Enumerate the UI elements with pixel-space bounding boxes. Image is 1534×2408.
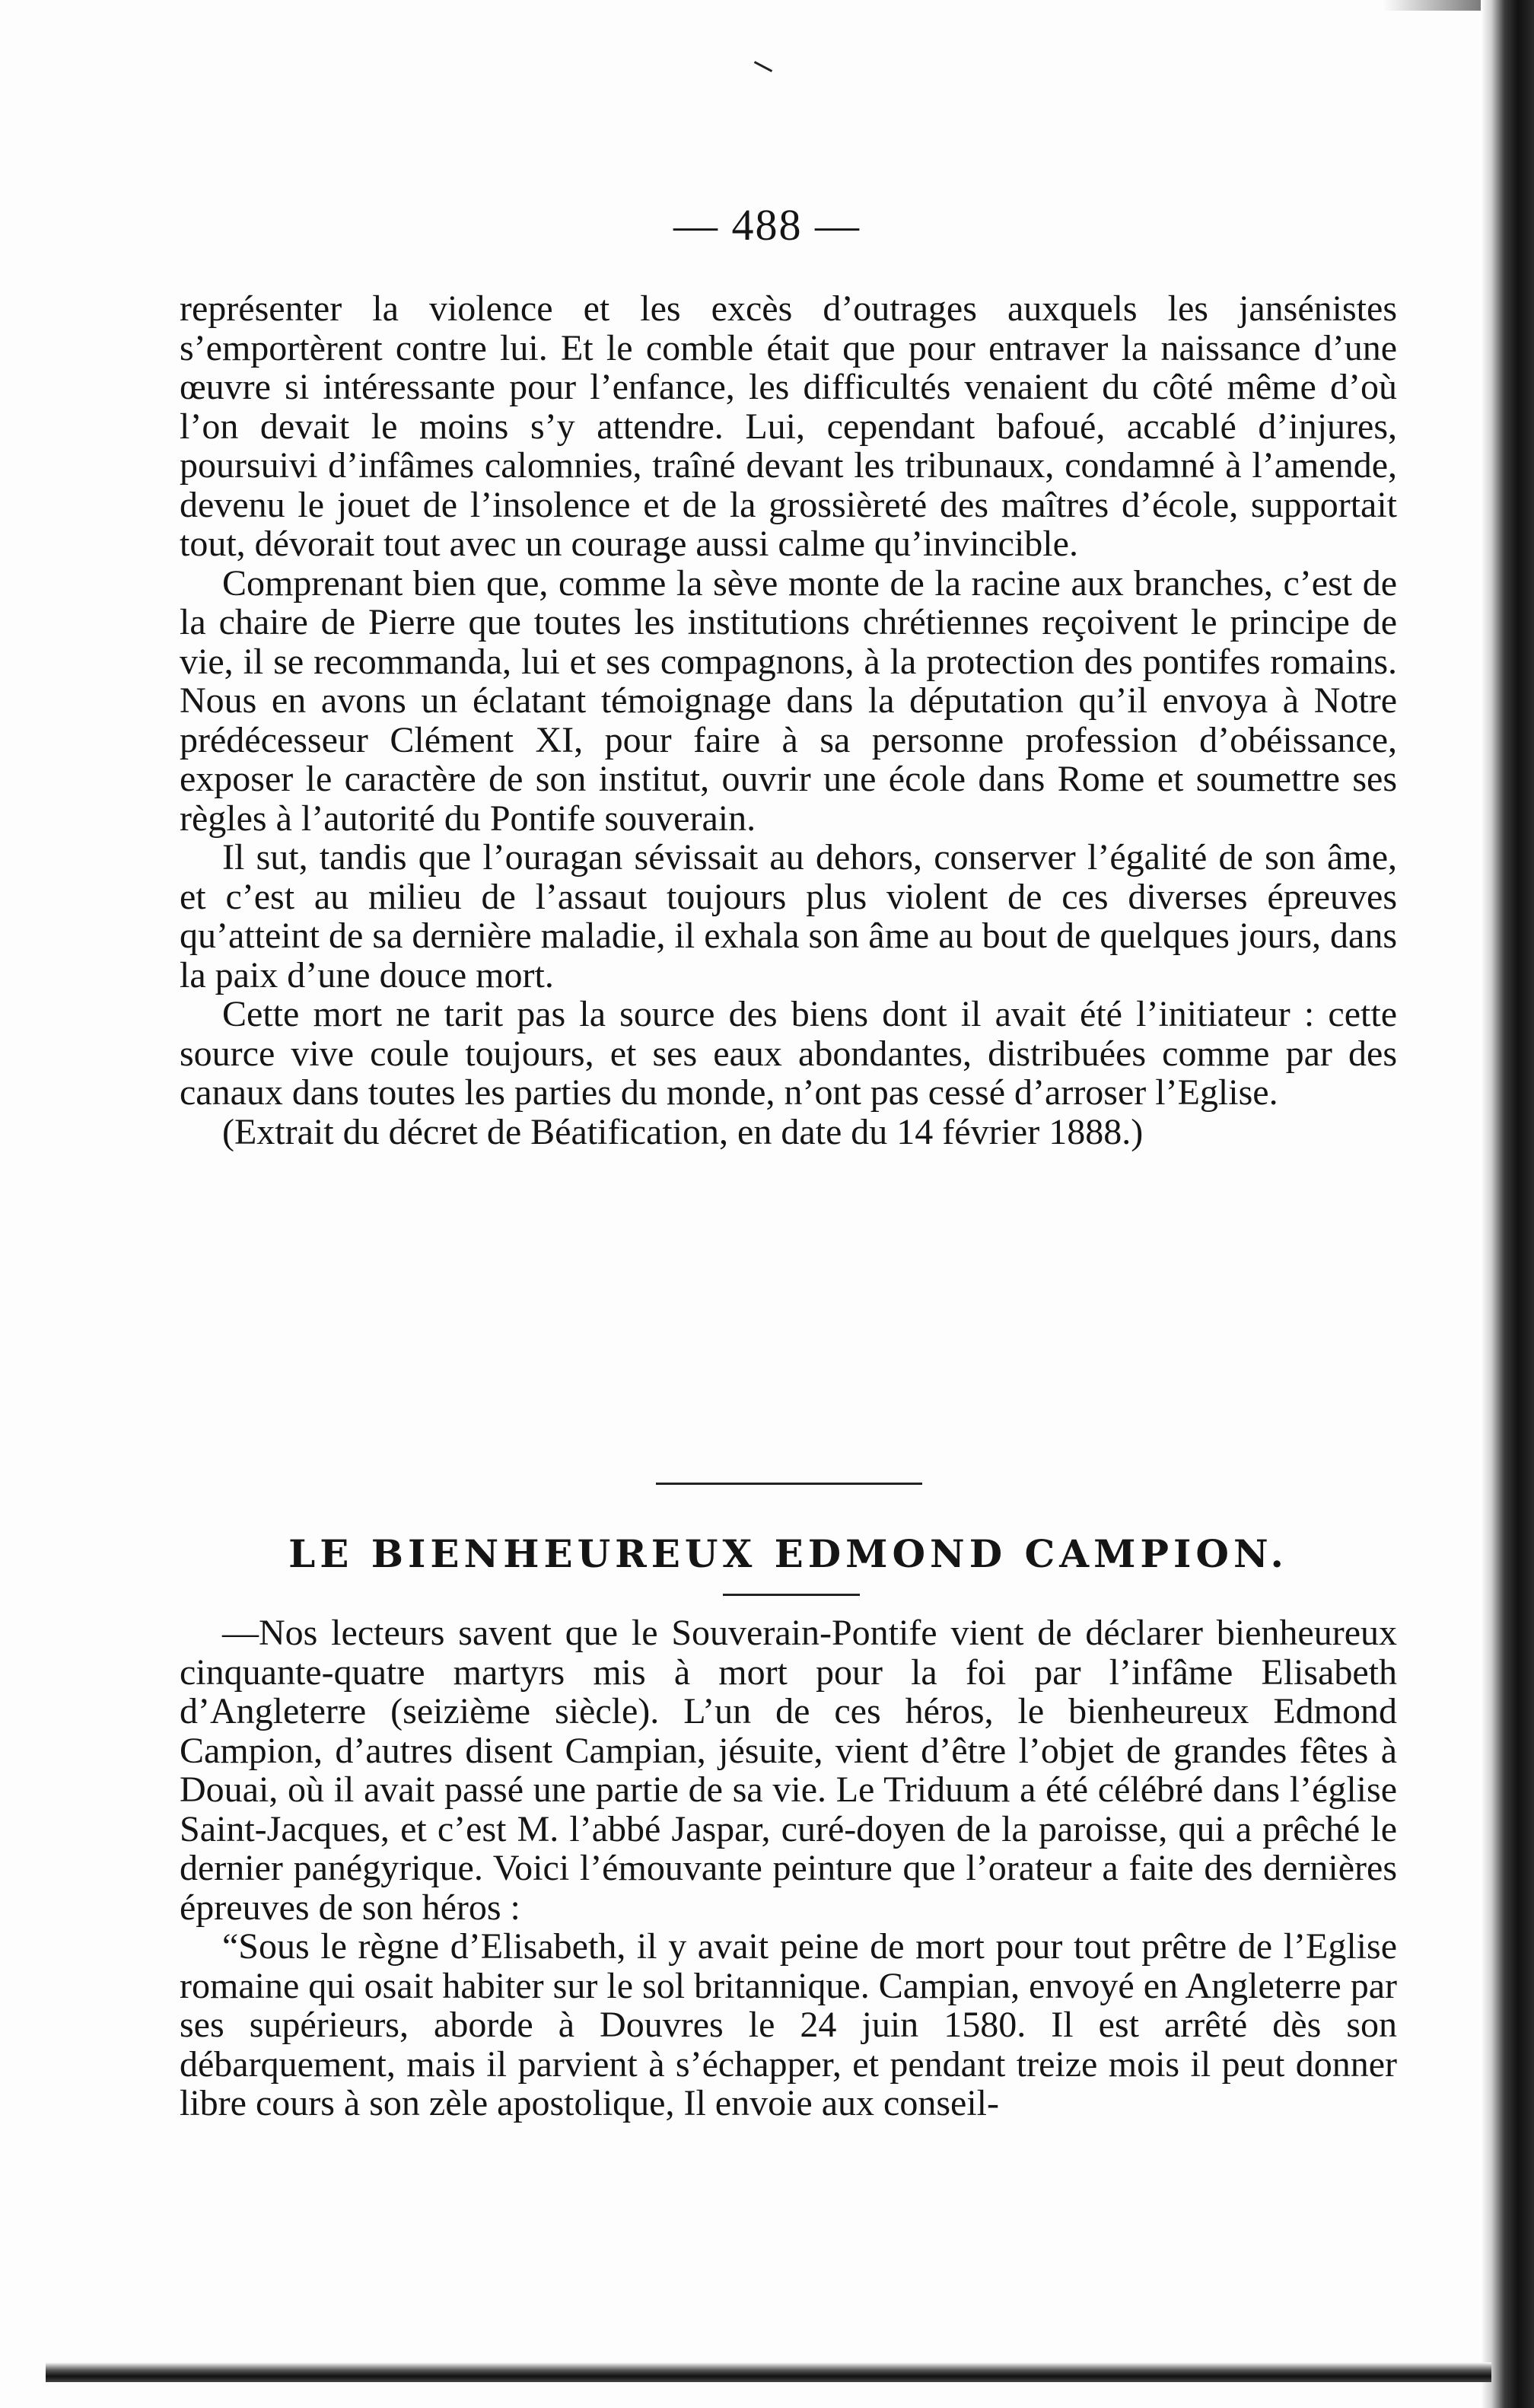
- paragraph: représenter la violence et les excès d’outrages auxquels les jansénistes s’emportèrent contre lui. Et le comble était que pour entraver la naissance d’une œuvre si intéressante pour l’enfance, les difficultés venaient du côté même d’où l’on devait le moins s’y attendre. Lui, cependant bafoué, accablé d’injures, poursuivi d’infâmes calomnies, traîné devant les tribunaux, condamné à l’amende, devenu le jouet de l’insolence et de la grossièreté des maîtres d’école, supportait tout, dévorait tout avec un courage aussi calme qu’invincible.: [180, 288, 1397, 564]
- section-heading: LE BIENHEUREUX EDMOND CAMPION.: [288, 1531, 1288, 1576]
- paragraph: —Nos lecteurs savent que le Souverain-Pontife vient de déclarer bienheureux cinquante-quatre martyrs mis à mort pour la foi par l’infâme Elisabeth d’Angleterre (seizième siècle). L’un de ces héros, le bienheureux Edmond Campion, d’autres disent Campian, jésuite, vient d’être l’objet de grandes fêtes à Douai, où il avait passé une partie de sa vie. Le Triduum a été célébré dans l’église Saint-Jacques, et c’est M. l’abbé Jaspar, curé-doyen de la paroisse, qui a prêché le dernier panégyrique. Voici l’émouvante peinture que l’orateur a faite des dernières épreuves de son héros :: [180, 1613, 1397, 1928]
- body-text: [180, 289, 1397, 1151]
- paragraph: Il sut, tandis que l’ouragan sévissait au dehors, conserver l’égalité de son âme, et c’est au milieu de l’assaut toujours plus violent de ces diverses épreuves qu’atteint de sa dernière maladie, il exhala son âme au bout de quelques jours, dans la paix d’une douce mort.: [180, 837, 1397, 995]
- heading-underline: [723, 1594, 860, 1596]
- section-divider: [656, 1483, 922, 1485]
- stray-ink-mark: [754, 61, 772, 72]
- page-number: — 488 —: [673, 200, 861, 250]
- paragraph: Cette mort ne tarit pas la source des biens dont il avait été l’initiateur : cette source vive coule toujours, et ses eaux abondantes, distribuées comme par des canaux dans toutes les parties du monde, n’ont pas cessé d’arroser l’Eglise.: [180, 994, 1397, 1113]
- scan-edge-bottom: [46, 2362, 1491, 2382]
- paragraph: Comprenant bien que, comme la sève monte de la racine aux branches, c’est de la chaire de Pierre que toutes les institutions chrétiennes reçoivent le principe de vie, il se recommanda, lui et ses compagnons, à la protection des pontifes romains. Nous en avons un éclatant témoignage dans la députation qu’il envoya à Notre prédécesseur Clément XI, pour faire à sa personne profession d’obéissance, exposer le caractère de son institut, ouvrir une école dans Rome et soumettre ses règles à l’autorité du Pontife souverain.: [180, 562, 1397, 839]
- section-body: [180, 1613, 1397, 2123]
- citation: (Extrait du décret de Béatification, en date du 14 février 1888.): [222, 1111, 1144, 1152]
- paragraph: “Sous le règne d’Elisabeth, il y avait peine de mort pour tout prêtre de l’Eglise romaine qui osait habiter sur le sol britannique. Campian, envoyé en Angleterre par ses supérieurs, aborde à Douvres le 24 juin 1580. Il est arrêté dès son débarquement, mais il parvient à s’échapper, et pendant treize mois il peut donner libre cours à son zèle apostolique, Il envoie aux conseil-: [180, 1926, 1397, 2123]
- scan-edge-right: [1481, 0, 1534, 2408]
